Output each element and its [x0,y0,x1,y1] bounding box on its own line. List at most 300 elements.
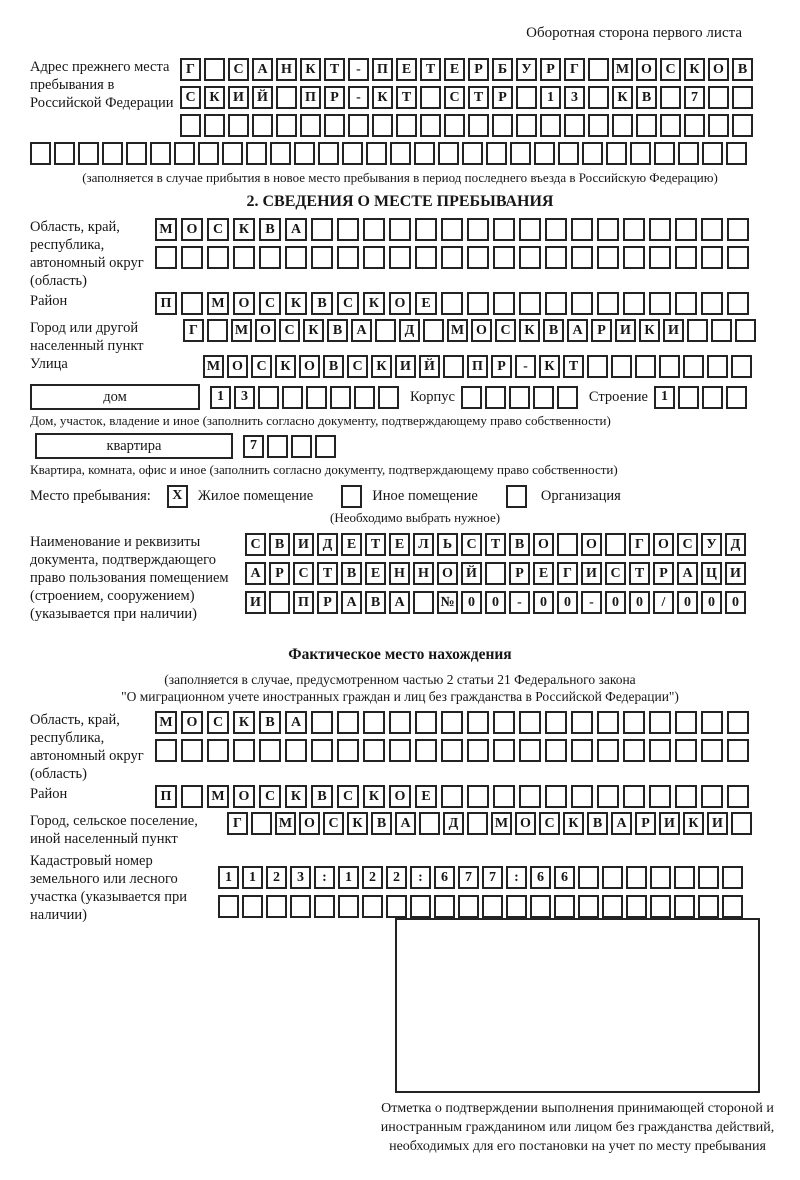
form-cell [701,711,723,734]
form-cell: Ь [437,533,458,556]
form-cell [545,292,567,315]
form-cell [506,895,527,918]
form-cell [727,785,749,808]
form-cell: Д [317,533,338,556]
form-cell: Т [317,562,338,585]
document-rows [245,533,749,614]
form-cell [711,319,732,342]
district-field [30,292,800,315]
form-cell [266,895,287,918]
form-cell: В [365,591,386,614]
form-cell [276,114,297,137]
form-cell [337,218,359,241]
form-cell [181,246,203,269]
form-cell [204,58,225,81]
form-cell [701,246,723,269]
form-cell: И [228,86,249,109]
form-cell [732,114,753,137]
confirmation-stamp-box [395,918,760,1093]
form-cell: С [259,292,281,315]
city-label: Город или другой населенный пункт [30,320,144,354]
form-cell [276,86,297,109]
form-cell: 0 [605,591,626,614]
form-cell [468,114,489,137]
form-cell: Й [252,86,273,109]
form-cell [602,866,623,889]
form-cell: 1 [242,866,263,889]
form-cell: О [653,533,674,556]
form-cell: В [371,812,392,835]
form-cell [698,866,719,889]
form-cell [726,142,747,165]
form-cell [282,386,303,409]
form-cell [413,591,434,614]
form-cell [602,895,623,918]
form-cell: А [567,319,588,342]
city-field [30,319,800,355]
form-cell: 0 [725,591,746,614]
form-cell [218,895,239,918]
stay-type-note: (Необходимо выбрать нужное) [330,510,501,525]
form-cell [181,785,203,808]
form-cell [623,785,645,808]
form-cell [290,895,311,918]
form-cell: И [615,319,636,342]
fact-city-row [227,812,755,835]
form-cell [222,142,243,165]
form-cell [675,246,697,269]
form-cell [207,246,229,269]
form-cell [311,218,333,241]
form-cell: М [231,319,252,342]
form-cell [415,711,437,734]
form-cell [726,386,747,409]
form-cell: Г [183,319,204,342]
form-cell [611,355,632,378]
form-cell [698,895,719,918]
form-cell: А [677,562,698,585]
form-cell [258,386,279,409]
prev-address-rows [180,58,756,137]
form-cell [337,711,359,734]
form-cell [731,812,752,835]
cadastre-rows [218,866,746,918]
fact-location-title: Фактическое место нахождения [288,646,512,663]
form-cell [389,711,411,734]
form-cell [683,355,704,378]
form-cell [557,533,578,556]
form-cell [390,142,411,165]
form-cell [605,533,626,556]
form-cell [102,142,123,165]
form-cell: С [444,86,465,109]
form-cell: 1 [654,386,675,409]
form-cell [337,739,359,762]
cadastre-field [30,852,800,924]
stay-type-checkbox-other-premises [341,485,362,508]
form-cell: К [347,812,368,835]
form-cell [330,386,351,409]
form-cell [126,142,147,165]
form-cell: П [467,355,488,378]
form-cell: К [300,58,321,81]
form-cell [571,739,593,762]
stay-type-option-organization: Организация [540,488,621,504]
form-cell: О [299,812,320,835]
form-cell: С [495,319,516,342]
form-cell: А [395,812,416,835]
form-cell: М [612,58,633,81]
form-cell: - [348,58,369,81]
form-cell [259,739,281,762]
prev-address-note: (заполняется в случае прибытия в новое место пребывания в период последнего въезда в Российскую Федерацию) [82,170,718,185]
form-cell: М [447,319,468,342]
form-cell [687,319,708,342]
form-cell: О [233,292,255,315]
form-cell [174,142,195,165]
form-cell: Е [389,533,410,556]
form-cell [727,711,749,734]
form-cell [441,785,463,808]
form-cell [233,246,255,269]
form-cell [338,895,359,918]
street-row [203,355,755,378]
form-cell: Ц [701,562,722,585]
stay-type-label: Место пребывания: [30,488,151,504]
form-cell [324,114,345,137]
form-cell [623,218,645,241]
form-cell [54,142,75,165]
form-cell: - [348,86,369,109]
form-cell [485,386,506,409]
form-cell: С [207,711,229,734]
house-number-row [210,386,402,409]
stay-type-option-other-premises: Иное помещение [372,488,478,504]
fact-city-label: Город, сельское поселение, иной населенный пункт [30,813,198,847]
form-cell: С [180,86,201,109]
form-cell: : [410,866,431,889]
form-cell: В [587,812,608,835]
form-cell [558,142,579,165]
form-cell [623,711,645,734]
form-cell: Н [413,562,434,585]
form-cell [251,812,272,835]
form-cell [702,386,723,409]
form-cell: - [515,355,536,378]
form-cell: П [293,591,314,614]
form-cell: М [155,218,177,241]
prev-address-label: Адрес прежнего места пребывания в Российской Федерации [30,59,174,111]
form-cell [467,218,489,241]
form-cell: 6 [554,866,575,889]
form-cell [467,812,488,835]
district-label: Район [30,293,68,309]
form-cell: О [255,319,276,342]
form-cell: 0 [677,591,698,614]
form-cell [519,292,541,315]
form-cell [545,711,567,734]
form-cell: И [707,812,728,835]
form-cell [708,114,729,137]
form-cell [259,246,281,269]
form-cell: - [581,591,602,614]
form-cell [363,218,385,241]
form-cell [207,739,229,762]
form-cell: - [509,591,530,614]
form-cell [462,142,483,165]
form-cell [486,142,507,165]
form-cell: С [677,533,698,556]
form-cell [198,142,219,165]
form-cell [314,895,335,918]
fact-region-field [30,711,800,783]
form-cell [389,218,411,241]
form-cell [270,142,291,165]
form-cell: Р [317,591,338,614]
apartment-field [35,433,800,459]
form-cell [675,739,697,762]
form-cell: О [708,58,729,81]
form-cell [727,739,749,762]
form-cell: Е [444,58,465,81]
form-cell [155,246,177,269]
form-cell: Е [365,562,386,585]
form-cell [415,739,437,762]
form-cell: М [207,785,229,808]
form-cell: Р [635,812,656,835]
form-cell [635,355,656,378]
form-cell [510,142,531,165]
document-row-2 [245,562,749,585]
form-cell [467,246,489,269]
fact-district-row [155,785,753,808]
form-cell: К [363,785,385,808]
form-cell [419,812,440,835]
form-cell [612,114,633,137]
form-cell [318,142,339,165]
region-row-2 [155,246,753,269]
form-cell: О [181,711,203,734]
form-cell [735,319,756,342]
form-cell [606,142,627,165]
house-note: Дом, участок, владение и иное (заполнить согласно документу, подтверждающему право собственности) [30,413,611,428]
form-cell: 0 [557,591,578,614]
form-cell [415,246,437,269]
document-label: Наименование и реквизиты документа, подтверждающего право пользования помещением (строением, сооружением) (указывается при наличии) [30,534,229,622]
form-cell [701,218,723,241]
form-cell: С [660,58,681,81]
form-cell [423,319,444,342]
form-cell: В [509,533,530,556]
form-cell: К [371,355,392,378]
form-cell: А [341,591,362,614]
form-cell [519,785,541,808]
form-cell: 1 [218,866,239,889]
form-cell [588,58,609,81]
form-cell [660,114,681,137]
form-cell [467,785,489,808]
form-cell [291,435,312,458]
form-cell: А [285,711,307,734]
form-cell: Е [415,292,437,315]
form-cell [434,895,455,918]
form-cell [623,739,645,762]
form-cell [675,292,697,315]
fact-location-note-1: (заполняется в случае, предусмотренном частью 2 статьи 21 Федерального закона [164,672,636,687]
form-cell [571,246,593,269]
form-cell [441,739,463,762]
form-cell: А [285,218,307,241]
region-row-1 [155,218,753,241]
form-cell [311,711,333,734]
form-cell: С [259,785,281,808]
form-cell: С [461,533,482,556]
form-cell [597,218,619,241]
form-cell: О [181,218,203,241]
form-cell [722,866,743,889]
korpus-row [461,386,581,409]
form-cell: И [395,355,416,378]
form-cell: С [539,812,560,835]
fact-region-label: Область, край, республика, автономный округ (область) [30,712,144,782]
form-cell: В [311,785,333,808]
form-cell [461,386,482,409]
form-cell [545,785,567,808]
form-cell [597,739,619,762]
form-cell: К [372,86,393,109]
form-cell: 1 [210,386,231,409]
form-cell: Е [396,58,417,81]
form-cell: П [372,58,393,81]
form-cell [722,895,743,918]
form-cell [660,86,681,109]
form-cell [415,218,437,241]
form-cell [623,292,645,315]
form-cell: Т [365,533,386,556]
form-cell: Й [419,355,440,378]
form-cell [441,292,463,315]
form-cell: Р [540,58,561,81]
form-cell: О [533,533,554,556]
form-cell: : [506,866,527,889]
form-cell: И [581,562,602,585]
form-cell [509,386,530,409]
form-cell [362,895,383,918]
form-cell: О [227,355,248,378]
form-cell: Т [563,355,584,378]
form-cell: С [337,292,359,315]
form-cell: К [275,355,296,378]
form-cell [315,435,336,458]
form-cell: С [279,319,300,342]
form-cell [443,355,464,378]
form-cell: И [725,562,746,585]
form-cell [554,895,575,918]
fact-region-rows [155,711,753,762]
form-cell [267,435,288,458]
form-cell [678,386,699,409]
form-cell: А [611,812,632,835]
form-cell [727,218,749,241]
form-cell [578,866,599,889]
form-cell: С [245,533,266,556]
form-cell: И [659,812,680,835]
form-cell [269,591,290,614]
form-cell: К [285,785,307,808]
form-cell [540,114,561,137]
form-cell: Т [468,86,489,109]
form-cell: 2 [386,866,407,889]
form-cell [285,246,307,269]
form-cell [701,292,723,315]
form-cell [493,246,515,269]
form-cell [363,739,385,762]
cadastre-label: Кадастровый номер земельного или лесного участка (указывается при наличии) [30,853,187,923]
form-cell: С [293,562,314,585]
region-rows [155,218,753,269]
form-cell: О [233,785,255,808]
form-cell [650,895,671,918]
form-cell: К [539,355,560,378]
form-cell: 1 [540,86,561,109]
form-cell: Й [461,562,482,585]
form-cell: В [259,218,281,241]
form-cell: 3 [564,86,585,109]
form-cell: 2 [362,866,383,889]
form-cell: Б [492,58,513,81]
form-cell: Р [653,562,674,585]
form-cell: С [207,218,229,241]
form-cell: Д [399,319,420,342]
form-cell: Н [389,562,410,585]
form-cell [649,785,671,808]
korpus-label: Корпус [410,389,455,405]
form-cell: 0 [533,591,554,614]
form-cell [337,246,359,269]
apartment-row [243,435,339,458]
form-cell [458,895,479,918]
form-cell [389,739,411,762]
form-cell: Р [324,86,345,109]
form-cell [438,142,459,165]
document-field [30,533,800,641]
form-cell [363,711,385,734]
form-cell [727,292,749,315]
form-cell [181,292,203,315]
form-cell [516,86,537,109]
form-cell [597,711,619,734]
form-cell: Р [509,562,530,585]
form-cell: И [245,591,266,614]
form-cell [533,386,554,409]
form-cell [649,292,671,315]
form-cell: В [636,86,657,109]
form-cell: 1 [338,866,359,889]
form-cell [485,562,506,585]
form-cell: 7 [458,866,479,889]
prev-address-row-1 [180,58,756,81]
form-cell [674,866,695,889]
form-cell [311,739,333,762]
form-cell [650,866,671,889]
form-cell: Г [557,562,578,585]
form-cell [467,711,489,734]
form-cell: В [311,292,333,315]
form-cell [582,142,603,165]
form-cell [396,114,417,137]
form-cell [588,114,609,137]
form-cell [701,785,723,808]
